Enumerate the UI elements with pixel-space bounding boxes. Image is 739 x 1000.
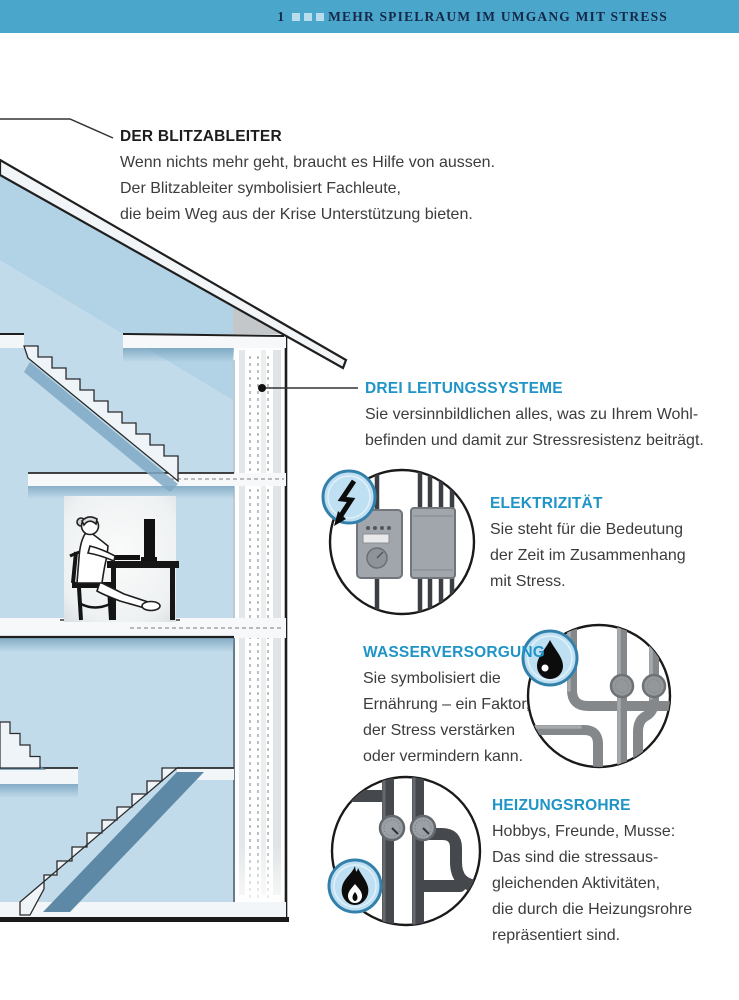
callout-title: ELEKTRIZITÄT xyxy=(490,495,603,512)
heating-circle xyxy=(329,774,486,928)
callout-line: Sie symbolisiert die xyxy=(363,670,501,687)
callout-line: Sie steht für die Bedeutung xyxy=(490,521,684,538)
callout-blitzableiter xyxy=(120,124,495,228)
callout-title: WASSERVERSORGUNG xyxy=(363,644,546,661)
callout-line: der Zeit im Zusammenhang xyxy=(490,547,686,564)
callout-line: befinden und damit zur Stressresistenz beiträgt. xyxy=(365,432,704,449)
callout-line: Ernährung – ein Faktor, xyxy=(363,696,531,713)
callout-line: oder vermindern kann. xyxy=(363,748,524,765)
keyboard xyxy=(114,555,140,560)
chapter-number: 1 xyxy=(277,8,286,24)
home-office-scene xyxy=(64,496,179,622)
callout-title: HEIZUNGSROHRE xyxy=(492,797,631,814)
callout-leitungssysteme xyxy=(365,376,704,454)
callout-title: DREI LEITUNGSSYSTEME xyxy=(365,380,563,397)
callout-line: Das sind die stressaus- xyxy=(492,849,659,866)
callout-title: DER BLITZABLEITER xyxy=(120,128,282,145)
callout-line: Sie versinnbildlichen alles, was zu Ihrem Wohl- xyxy=(365,406,699,423)
callout-line: Der Blitzableiter symbolisiert Fachleute, xyxy=(120,180,401,197)
water-circle xyxy=(523,624,672,770)
callout-line: Hobbys, Freunde, Musse: xyxy=(492,823,676,840)
callout-line: gleichenden Aktivitäten, xyxy=(492,875,661,892)
callout-line: der Stress verstärken xyxy=(363,722,516,739)
heating-badge xyxy=(329,860,381,912)
junction-box xyxy=(411,508,455,578)
callout-line: repräsentiert sind. xyxy=(492,927,621,944)
blitzableiter-callout-line xyxy=(0,119,113,138)
electricity-circle xyxy=(323,468,474,616)
callout-line: Wenn nichts mehr geht, braucht es Hilfe von aussen. xyxy=(120,154,496,171)
chapter-title: MEHR SPIELRAUM IM UMGANG MIT STRESS xyxy=(328,8,668,24)
callout-wasserversorgung xyxy=(363,640,545,770)
callout-line: die durch die Heizungsrohre xyxy=(492,901,693,918)
callout-heizungsrohre xyxy=(492,793,692,949)
callout-line: die beim Weg aus der Krise Unterstützung bieten. xyxy=(120,206,473,223)
callout-dot xyxy=(258,384,266,392)
callout-elektrizitaet xyxy=(490,491,686,595)
callout-line: mit Stress. xyxy=(490,573,566,590)
house-cross-section xyxy=(0,160,346,922)
